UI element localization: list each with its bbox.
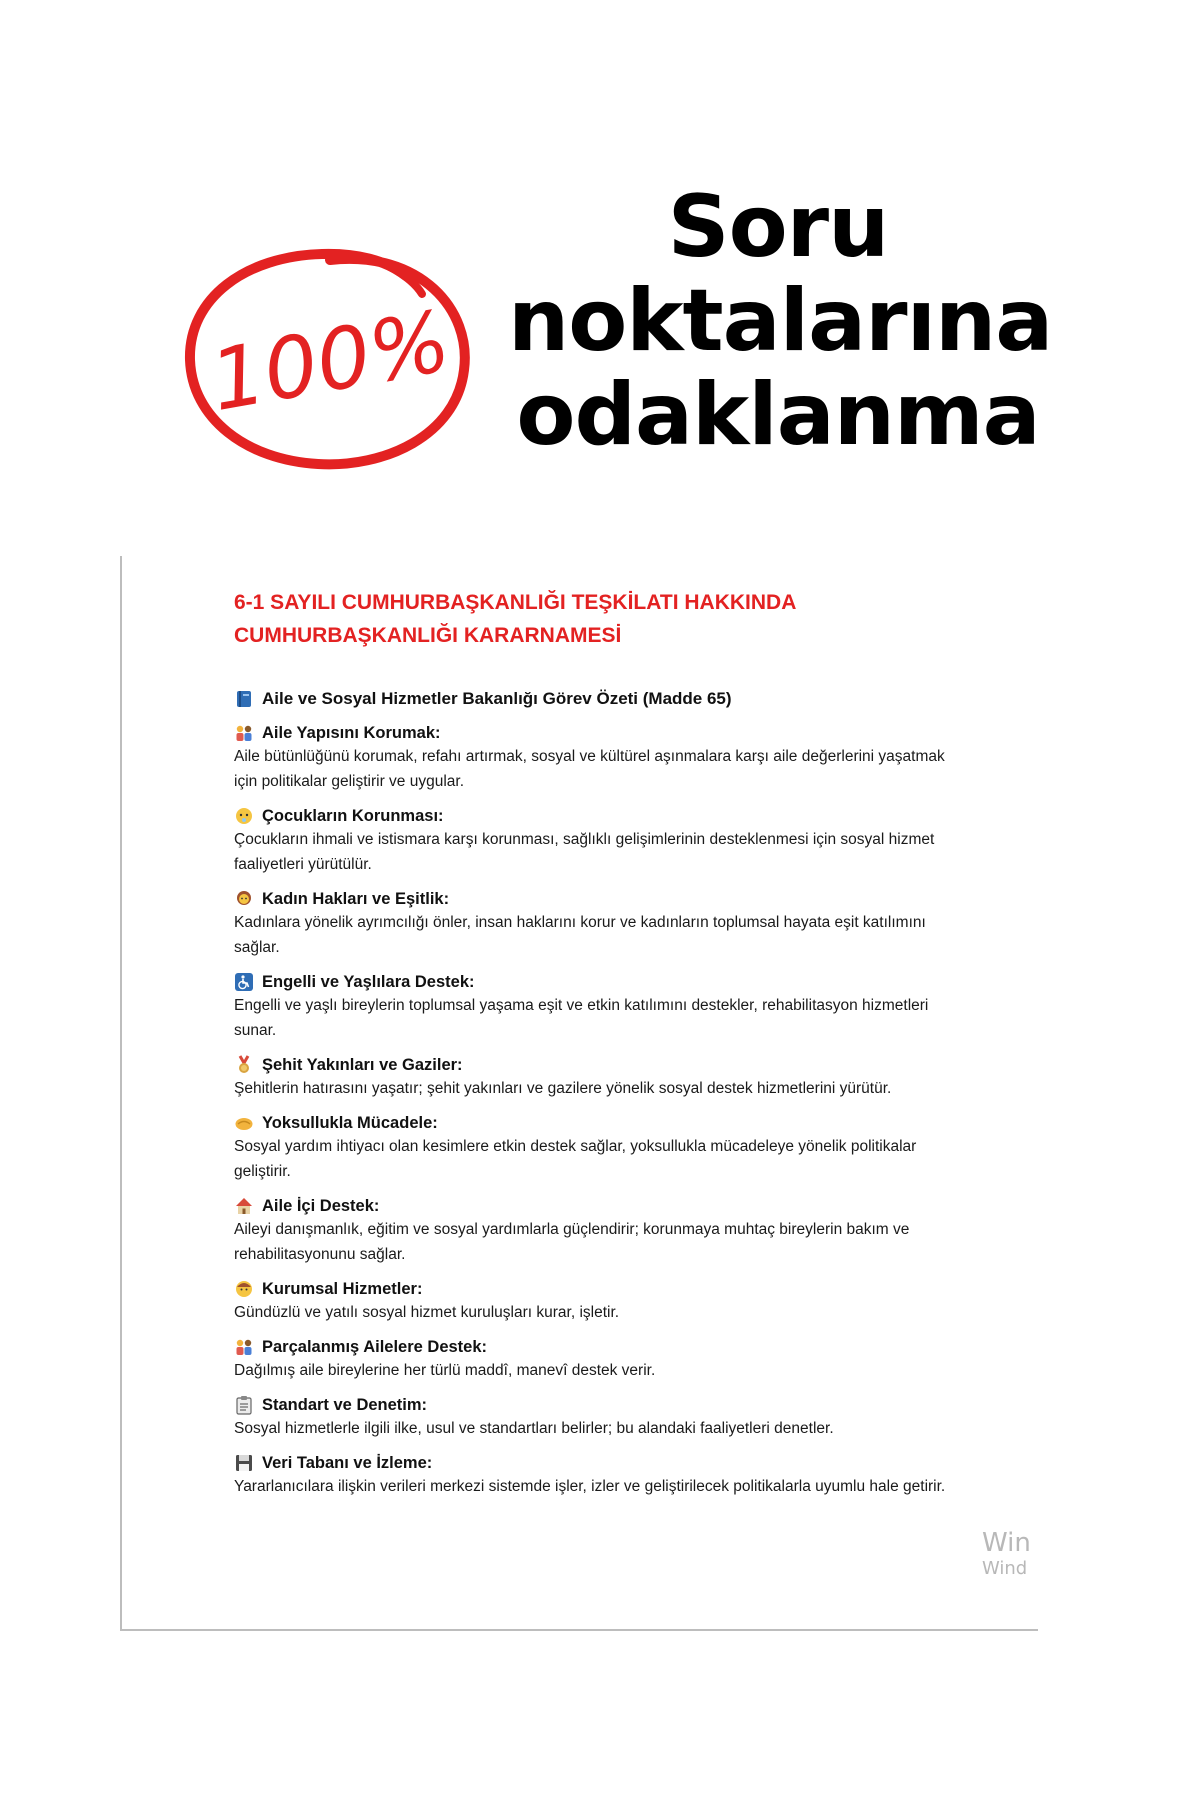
child-icon [234,1279,254,1299]
section-item [234,805,954,877]
100-percent-stamp [180,232,480,482]
document-title [234,586,954,652]
family-icon [234,1337,254,1357]
section-item [234,1112,954,1184]
section-heading [234,722,954,744]
section-item [234,971,954,1043]
section-item [234,1278,954,1325]
section-heading [234,1452,954,1474]
stamp-text: 100% [203,291,457,431]
blue-book-icon [234,689,254,709]
section-item [234,1394,954,1441]
headline-line-2: noktalarına [508,271,1053,371]
sections-list [234,722,954,1499]
section-body: Aile bütünlüğünü korumak, refahı artırmak, sosyal ve kültürel aşınmalara karşı aile değerlerini yaşatmak için politikalar geliştirir ve uygular. [234,748,945,790]
headline-line-1: Soru [667,177,889,277]
watermark-line-1: Win [982,1528,1031,1558]
floppy-disk-icon [234,1453,254,1473]
section-title: Şehit Yakınları ve Gaziler: [262,1056,463,1074]
section-title: Engelli ve Yaşlılara Destek: [262,973,475,991]
section-item [234,1054,954,1101]
wheelchair-icon [234,972,254,992]
windows-activation-watermark [982,1528,1036,1580]
section-title: Aile İçi Destek: [262,1197,380,1215]
section-heading [234,888,954,910]
section-heading [234,1195,954,1217]
section-item [234,1336,954,1383]
section-body: Şehitlerin hatırasını yaşatır; şehit yakınları ve gazilere yönelik sosyal destek hizmetlerini yürütür. [234,1080,892,1097]
section-body: Gündüzlü ve yatılı sosyal hizmet kuruluşları kurar, işletir. [234,1304,620,1321]
section-body: Yararlanıcılara ilişkin verileri merkezi sistemde işler, izler ve geliştirilecek politikalarla uyumlu hale getirir. [234,1478,946,1495]
section-title: Kurumsal Hizmetler: [262,1280,423,1298]
document-title-line-2: CUMHURBAŞKANLIĞI KARARNAMESİ [234,624,622,647]
section-title: Yoksullukla Mücadele: [262,1114,438,1132]
handshake-icon [234,1113,254,1133]
section-item [234,722,954,794]
section-title: Standart ve Denetim: [262,1396,428,1414]
family-icon [234,723,254,743]
medal-icon [234,1055,254,1075]
section-title: Kadın Hakları ve Eşitlik: [262,890,450,908]
document-screenshot [120,556,1038,1631]
baby-icon [234,806,254,826]
section-title: Veri Tabanı ve İzleme: [262,1454,433,1472]
section-title: Aile Yapısını Korumak: [262,724,441,742]
headline-line-3: odaklanma [516,365,1040,465]
headline [508,177,1053,465]
summary-text: Aile ve Sosyal Hizmetler Bakanlığı Görev Özeti (Madde 65) [262,689,732,708]
section-body: Dağılmış aile bireylerine her türlü maddî, manevî destek verir. [234,1362,656,1379]
watermark-line-2: Wind [982,1558,1028,1579]
summary-heading [234,688,954,710]
section-body: Kadınlara yönelik ayrımcılığı önler, insan haklarını korur ve kadınların toplumsal hayata eşit katılımını sağlar. [234,914,926,956]
section-item [234,1195,954,1267]
house-icon [234,1196,254,1216]
woman-icon [234,889,254,909]
section-heading [234,1336,954,1358]
section-heading [234,1278,954,1300]
section-body: Sosyal hizmetlerle ilgili ilke, usul ve standartları belirler; bu alandaki faaliyetleri denetler. [234,1420,834,1437]
section-title: Parçalanmış Ailelere Destek: [262,1338,488,1356]
section-heading [234,971,954,993]
document-title-line-1: 6-1 SAYILI CUMHURBAŞKANLIĞI TEŞKİLATI HAKKINDA [234,591,797,614]
section-item [234,888,954,960]
section-body: Aileyi danışmanlık, eğitim ve sosyal yardımlarla güçlendirir; korunmaya muhtaç bireylerin bakım ve rehabilitasyonunu sağlar. [234,1221,910,1263]
section-heading [234,1394,954,1416]
section-heading [234,805,954,827]
section-heading [234,1054,954,1076]
section-title: Çocukların Korunması: [262,807,444,825]
clipboard-icon [234,1395,254,1415]
section-heading [234,1112,954,1134]
section-body: Sosyal yardım ihtiyacı olan kesimlere etkin destek sağlar, yoksullukla mücadeleye yönelik politikalar geliştirir. [234,1138,917,1180]
section-body: Engelli ve yaşlı bireylerin toplumsal yaşama eşit ve etkin katılımını destekler, rehabilitasyon hizmetleri sunar. [234,997,929,1039]
section-body: Çocukların ihmali ve istismara karşı korunması, sağlıklı gelişimlerinin desteklenmesi için sosyal hizmet faaliyetleri yürütülür. [234,831,935,873]
document-content [234,586,954,1510]
section-item [234,1452,954,1499]
